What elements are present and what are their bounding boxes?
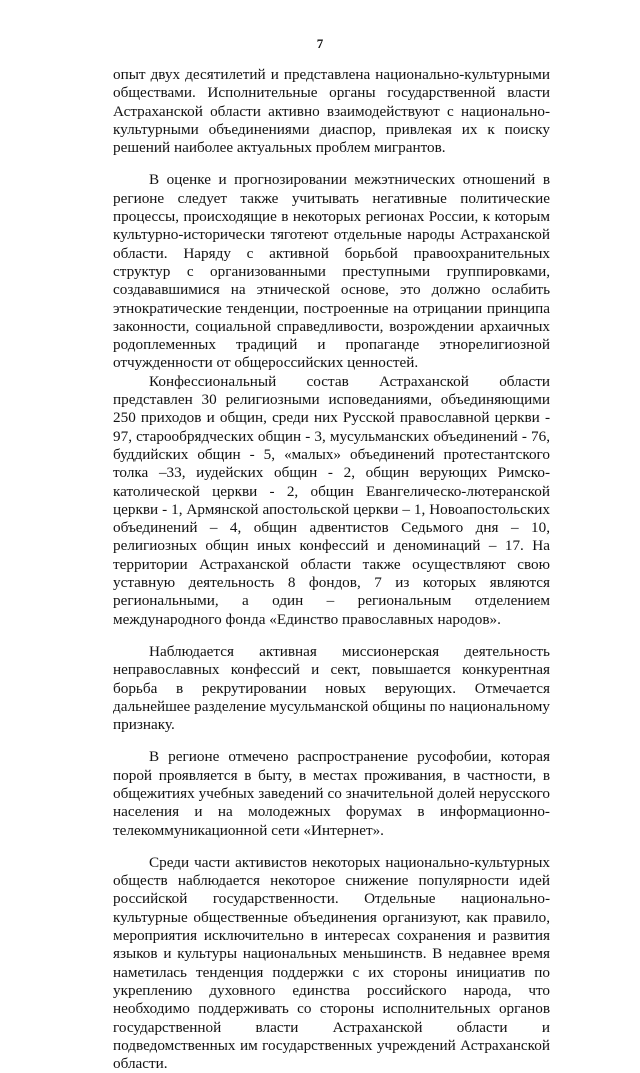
paragraph-russophobia: В регионе отмечено распространение русофобии, которая порой проявляется в быту, в местах проживания, в частности, в общежитиях учебных заведений со значительной долей нерусского населения и на молодежных форумах в информационно-телекоммуникационной сети «Интернет». bbox=[113, 748, 550, 839]
document-body bbox=[113, 66, 550, 1073]
paragraph-interethnic-forecast: В оценке и прогнозировании межэтнических отношений в регионе следует также учитывать негативные политические процессы, происходящие в некоторых регионах России, к которым культурно-исторически тяготеют отдельные народы Астраханской области. Наряду с активной борьбой правоохранительных структур с организованными преступными группировками, создававшимися на этнической основе, это должно ослабить этнократические тенденции, построенные на отрицании принципа законности, социальной справедливости, возрождении архаичных родоплеменных традиций и пропаганде этнорелигиозной отчужденности от общероссийских ценностей. bbox=[113, 171, 550, 372]
page-number: 7 bbox=[316, 36, 324, 51]
paragraph-confessional-composition: Конфессиональный состав Астраханской области представлен 30 религиозными исповеданиями, объединяющими 250 приходов и общин, среди них Русской православной церкви - 97, старообрядческих общин - 3, мусульманских объединений - 76, буддийских общин - 5, «малых» объединений протестантского толка –33, иудейских общин - 2, общин верующих Римско-католической церкви - 2, общин Евангелическо-лютеранской церкви - 1, Армянской апостольской церкви – 1, Новоапостольских объединений – 4, общин адвентистов Седьмого дня – 10, религиозных общин иных конфессий и деноминаций – 17. На территории Астраханской области также осуществляют свою уставную деятельность 8 фондов, 7 из которых являются региональными, а один – региональным отделением международного фонда «Единство православных народов». bbox=[113, 372, 550, 628]
paragraph-national-cultural-societies: Среди части активистов некоторых национально-культурных обществ наблюдается некоторое снижение популярности идей российской государственности. Отдельные национально-культурные общественные объединения организуют, как правило, мероприятия исключительно в интересах сохранения и развития языков и культуры национальных меньшинств. В недавнее время наметилась тенденция поддержки с их стороны инициатив по укреплению духовного единства российского народа, что необходимо поддерживать со стороны исполнительных органов государственной власти Астраханской области и подведомственных им государственных учреждений Астраханской области. bbox=[113, 853, 550, 1073]
paragraph-missionary-activity: Наблюдается активная миссионерская деятельность неправославных конфессий и сект, повышается конкурентная борьба в рекрутировании новых верующих. Отмечается дальнейшее разделение мусульманской общины по национальному признаку. bbox=[113, 642, 550, 734]
paragraph-diaspora-cooperation: опыт двух десятилетий и представлена национально-культурными обществами. Исполнительные органы государственной власти Астраханской области активно взаимодействуют с национально-культурными объединениями диаспор, привлекая их к поиску решений наиболее актуальных проблем мигрантов. bbox=[113, 66, 550, 157]
